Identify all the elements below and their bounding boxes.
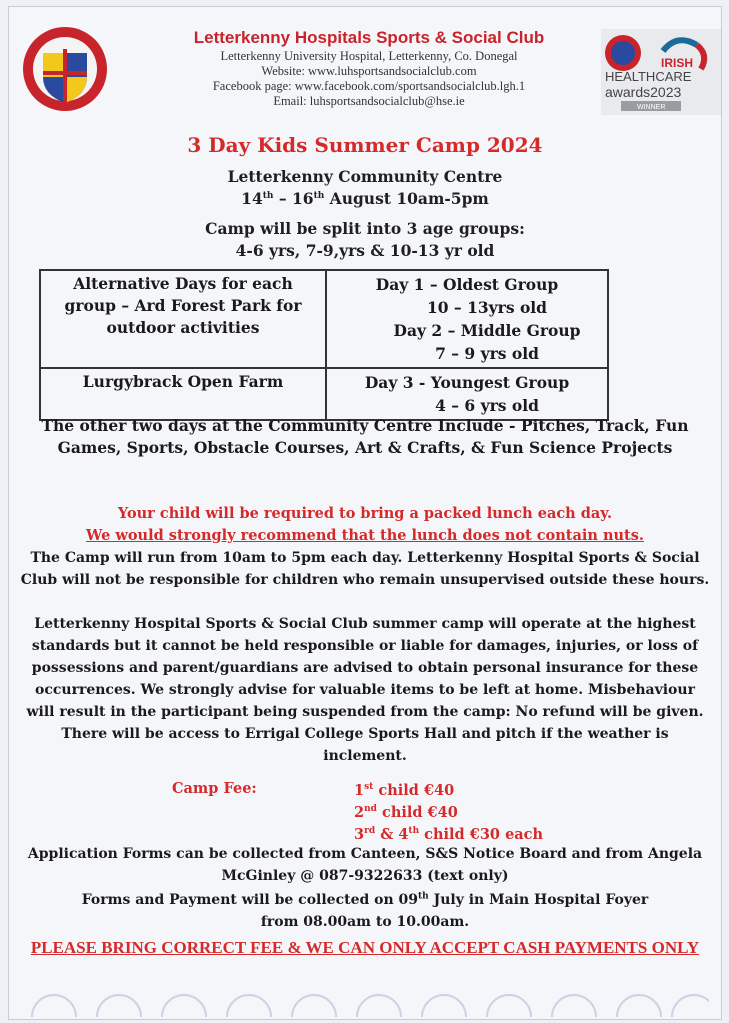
org-email: Email: luhsportsandsocialclub@hse.ie (273, 94, 465, 108)
camp-title: 3 Day Kids Summer Camp 2024 (187, 133, 543, 157)
day1-label: Day 1 – Oldest Group (375, 275, 559, 294)
day3-label: Day 3 - Youngest Group (364, 373, 570, 392)
org-address: Letterkenny University Hospital, Letterkenny, Co. Donegal (220, 49, 518, 63)
club-crest-logo (21, 25, 109, 113)
table-cell-activity: Lurgybrack Open Farm (40, 368, 326, 420)
club-header (139, 27, 599, 109)
award-text-3: awards2023 (605, 84, 682, 100)
liability-text: Letterkenny Hospital Sports & Social Club summer camp will operate at the highest standards but it cannot be held responsible or liable for damages, injuries, or loss of possessions and parent/guardians are advised to obtain personal insurance for these occurrences. We strongly advise for valuable items to be left at home. Misbehaviour will result in the participant being suspended from the camp: No refund will be given. There will be access to Errigal College Sports Hall and pitch if the weather is inclement. (26, 616, 704, 764)
org-facebook: Facebook page: www.facebook.com/sportsandsocialclub.lgh.1 (212, 79, 526, 93)
award-text-2: HEALTHCARE (605, 69, 692, 84)
award-text-1: IRISH (661, 56, 694, 70)
other-days-text: The other two days at the Community Centre Include - Pitches, Track, Fun Games, Sports, Obstacle Courses, Art & Crafts, & Fun Science Projects (41, 416, 689, 457)
age-groups-table (39, 269, 609, 421)
table-cell-activity: Alternative Days for each group – Ard Forest Park for outdoor activities (40, 270, 326, 368)
org-name: Letterkenny Hospitals Sports & Social Club (193, 28, 545, 47)
payment-collection-time: from 08.00am to 10.00am. (260, 914, 470, 930)
age-groups-line: 4-6 yrs, 7-9,yrs & 10-13 yr old (235, 241, 495, 260)
award-text-4: WINNER (637, 104, 666, 111)
fee-second-child: 2nd child €40 (354, 804, 458, 821)
healthcare-award-badge (601, 29, 721, 115)
camp-venue: Letterkenny Community Centre (227, 167, 503, 186)
table-row (40, 270, 608, 368)
table-cell-days (326, 270, 608, 368)
fee-third-fourth-child: 3rd & 4th child €30 each (354, 826, 544, 843)
day2-label: Day 2 – Middle Group (393, 321, 581, 340)
day3-ages: 4 – 6 yrs old (435, 396, 539, 415)
nut-free-notice: We would strongly recommend that the lunch does not contain nuts. (86, 527, 644, 544)
decorative-border-pattern (29, 987, 709, 1017)
camp-fee-label: Camp Fee: (172, 780, 257, 797)
table-cell-days (326, 368, 608, 420)
poster-sheet (8, 6, 722, 1020)
fee-first-child: 1st child €40 (354, 782, 455, 799)
table-row (40, 368, 608, 420)
camp-dates: 14th – 16th August 10am-5pm (241, 189, 489, 208)
packed-lunch-notice: Your child will be required to bring a packed lunch each day. (117, 505, 613, 522)
cash-only-notice: PLEASE BRING CORRECT FEE & WE CAN ONLY ACCEPT CASH PAYMENTS ONLY (30, 938, 700, 957)
day1-ages: 10 – 13yrs old (426, 298, 548, 317)
run-times-text: The Camp will run from 10am to 5pm each day. Letterkenny Hospital Sports & Social Club will not be responsible for children who remain unsupervised outside these hours. (20, 550, 710, 588)
org-website: Website: www.luhsportsandsocialclub.com (261, 64, 477, 78)
application-forms-text: Application Forms can be collected from Canteen, S&S Notice Board and from Angela McGinley @ 087-9322633 (text only) (27, 846, 703, 884)
day2-ages: 7 – 9 yrs old (435, 344, 539, 363)
payment-collection-text: Forms and Payment will be collected on 09th July in Main Hospital Foyer (81, 891, 649, 908)
age-split-line: Camp will be split into 3 age groups: (205, 219, 525, 238)
camp-fee-list (354, 780, 543, 846)
